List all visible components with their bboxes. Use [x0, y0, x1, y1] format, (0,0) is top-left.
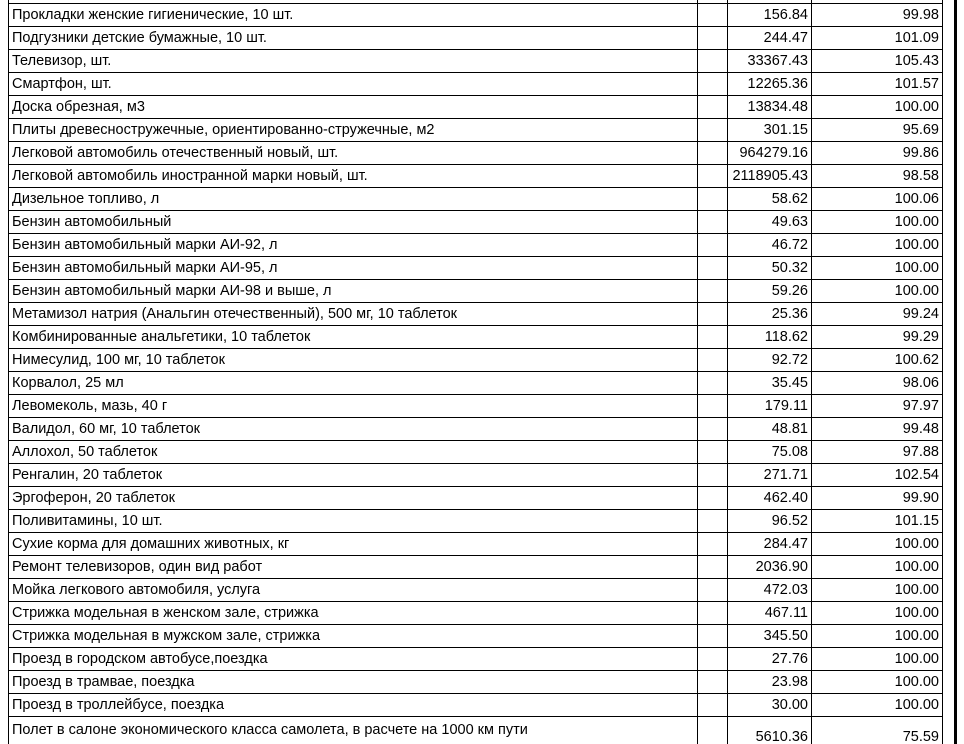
- product-name-cell: Подгузники детские бумажные, 10 шт.: [9, 27, 698, 50]
- index-value-cell: 100.06: [812, 188, 943, 211]
- table-row: [9, 257, 943, 280]
- table-row: [9, 211, 943, 234]
- product-name-cell: Аллохол, 50 таблеток: [9, 441, 698, 464]
- spacer-cell: [698, 625, 728, 648]
- spacer-cell: [698, 579, 728, 602]
- product-name-cell: Нимесулид, 100 мг, 10 таблеток: [9, 349, 698, 372]
- product-name-cell: Поливитамины, 10 шт.: [9, 510, 698, 533]
- price-value-cell: 33367.43: [728, 50, 812, 73]
- index-value-cell: 99.24: [812, 303, 943, 326]
- price-value-cell: 25.36: [728, 303, 812, 326]
- table-row: [9, 4, 943, 27]
- price-value-cell: 27.76: [728, 648, 812, 671]
- price-value-cell: 75.08: [728, 441, 812, 464]
- table-row: [9, 280, 943, 303]
- product-name-cell: Проезд в трамвае, поездка: [9, 671, 698, 694]
- table-body: [9, 0, 943, 744]
- product-name-cell: Прокладки женские гигиенические, 10 шт.: [9, 4, 698, 27]
- price-value-cell: 118.62: [728, 326, 812, 349]
- price-value-cell: 345.50: [728, 625, 812, 648]
- index-value-cell: 99.86: [812, 142, 943, 165]
- table-row: [9, 717, 943, 744]
- table-row: [9, 27, 943, 50]
- index-value-cell: 100.00: [812, 648, 943, 671]
- product-name-cell: Полет в салоне экономического класса самолета, в расчете на 1000 км пути: [9, 717, 698, 744]
- index-value-cell: 100.00: [812, 579, 943, 602]
- price-value-cell: 12265.36: [728, 73, 812, 96]
- index-value-cell: 100.62: [812, 349, 943, 372]
- price-value-cell: 23.98: [728, 671, 812, 694]
- price-value-cell: 2118905.43: [728, 165, 812, 188]
- product-name-cell: Корвалол, 25 мл: [9, 372, 698, 395]
- table-row: [9, 73, 943, 96]
- index-value-cell: 99.29: [812, 326, 943, 349]
- product-name-cell: Ремонт телевизоров, один вид работ: [9, 556, 698, 579]
- table-row: [9, 372, 943, 395]
- spacer-cell: [698, 234, 728, 257]
- index-value-cell: 100.00: [812, 694, 943, 717]
- index-value-cell: 100.00: [812, 556, 943, 579]
- spacer-cell: [698, 50, 728, 73]
- index-value-cell: 75.59: [812, 717, 943, 744]
- spacer-cell: [698, 165, 728, 188]
- table-row: [9, 441, 943, 464]
- table-row: [9, 602, 943, 625]
- index-value-cell: 98.58: [812, 165, 943, 188]
- spacer-cell: [698, 211, 728, 234]
- table-row: [9, 326, 943, 349]
- spacer-cell: [698, 602, 728, 625]
- product-name-cell: Проезд в городском автобусе,поездка: [9, 648, 698, 671]
- price-value-cell: 467.11: [728, 602, 812, 625]
- product-name-cell: Эргоферон, 20 таблеток: [9, 487, 698, 510]
- index-value-cell: 95.69: [812, 119, 943, 142]
- price-value-cell: 301.15: [728, 119, 812, 142]
- product-name-cell: Проезд в троллейбусе, поездка: [9, 694, 698, 717]
- table-row: [9, 671, 943, 694]
- table-row: [9, 464, 943, 487]
- table-row: [9, 349, 943, 372]
- spacer-cell: [698, 96, 728, 119]
- price-value-cell: 58.62: [728, 188, 812, 211]
- table-row: [9, 234, 943, 257]
- spacer-cell: [698, 27, 728, 50]
- product-name-cell: Бензин автомобильный марки АИ-92, л: [9, 234, 698, 257]
- spacer-cell: [698, 556, 728, 579]
- product-name-cell: Сухие корма для домашних животных, кг: [9, 533, 698, 556]
- index-value-cell: 100.00: [812, 211, 943, 234]
- price-value-cell: 59.26: [728, 280, 812, 303]
- spacer-cell: [698, 694, 728, 717]
- spacer-cell: [698, 648, 728, 671]
- price-value-cell: 13834.48: [728, 96, 812, 119]
- spacer-cell: [698, 142, 728, 165]
- price-value-cell: 2036.90: [728, 556, 812, 579]
- product-name-cell: Бензин автомобильный марки АИ-98 и выше, л: [9, 280, 698, 303]
- spacer-cell: [698, 717, 728, 744]
- price-value-cell: 271.71: [728, 464, 812, 487]
- table-row: [9, 625, 943, 648]
- index-value-cell: 100.00: [812, 280, 943, 303]
- spacer-cell: [698, 464, 728, 487]
- price-value-cell: 472.03: [728, 579, 812, 602]
- index-value-cell: 100.00: [812, 96, 943, 119]
- product-name-cell: Ренгалин, 20 таблеток: [9, 464, 698, 487]
- price-value-cell: 462.40: [728, 487, 812, 510]
- product-name-cell: Телевизор, шт.: [9, 50, 698, 73]
- spacer-cell: [698, 349, 728, 372]
- price-value-cell: 30.00: [728, 694, 812, 717]
- spacer-cell: [698, 418, 728, 441]
- index-value-cell: 100.00: [812, 671, 943, 694]
- price-value-cell: 46.72: [728, 234, 812, 257]
- window-right-border: [954, 0, 957, 744]
- index-value-cell: 99.98: [812, 4, 943, 27]
- table-row: [9, 142, 943, 165]
- product-name-cell: Комбинированные анальгетики, 10 таблеток: [9, 326, 698, 349]
- spacer-cell: [698, 441, 728, 464]
- index-value-cell: 97.97: [812, 395, 943, 418]
- table-row: [9, 510, 943, 533]
- product-name-cell: Плиты древесностружечные, ориентированно-стружечные, м2: [9, 119, 698, 142]
- spacer-cell: [698, 73, 728, 96]
- spacer-cell: [698, 533, 728, 556]
- index-value-cell: 100.00: [812, 234, 943, 257]
- spacer-cell: [698, 372, 728, 395]
- price-value-cell: 96.52: [728, 510, 812, 533]
- spacer-cell: [698, 510, 728, 533]
- spacer-cell: [698, 395, 728, 418]
- spacer-cell: [698, 4, 728, 27]
- product-name-cell: Стрижка модельная в женском зале, стрижка: [9, 602, 698, 625]
- price-value-cell: 179.11: [728, 395, 812, 418]
- spacer-cell: [698, 188, 728, 211]
- table-row: [9, 418, 943, 441]
- price-value-cell: 48.81: [728, 418, 812, 441]
- table-row: [9, 579, 943, 602]
- product-name-cell: Мойка легкового автомобиля, услуга: [9, 579, 698, 602]
- index-value-cell: 105.43: [812, 50, 943, 73]
- table-row: [9, 694, 943, 717]
- index-value-cell: 100.00: [812, 625, 943, 648]
- index-value-cell: 101.15: [812, 510, 943, 533]
- index-value-cell: 102.54: [812, 464, 943, 487]
- index-value-cell: 100.00: [812, 533, 943, 556]
- index-value-cell: 99.90: [812, 487, 943, 510]
- price-value-cell: 964279.16: [728, 142, 812, 165]
- spacer-cell: [698, 487, 728, 510]
- index-value-cell: 97.88: [812, 441, 943, 464]
- price-value-cell: 284.47: [728, 533, 812, 556]
- table-row: [9, 487, 943, 510]
- table-row: [9, 533, 943, 556]
- table-row: [9, 303, 943, 326]
- table-row: [9, 556, 943, 579]
- price-value-cell: 50.32: [728, 257, 812, 280]
- price-value-cell: 92.72: [728, 349, 812, 372]
- spacer-cell: [698, 119, 728, 142]
- price-value-cell: 156.84: [728, 4, 812, 27]
- table-row: [9, 188, 943, 211]
- index-value-cell: 101.57: [812, 73, 943, 96]
- spacer-cell: [698, 303, 728, 326]
- table-row: [9, 165, 943, 188]
- table-row: [9, 50, 943, 73]
- product-name-cell: Бензин автомобильный марки АИ-95, л: [9, 257, 698, 280]
- index-value-cell: 98.06: [812, 372, 943, 395]
- price-value-cell: 5610.36: [728, 717, 812, 744]
- product-name-cell: Левомеколь, мазь, 40 г: [9, 395, 698, 418]
- product-name-cell: Легковой автомобиль отечественный новый, шт.: [9, 142, 698, 165]
- spacer-cell: [698, 326, 728, 349]
- spacer-cell: [698, 671, 728, 694]
- index-value-cell: 100.00: [812, 257, 943, 280]
- spacer-cell: [698, 257, 728, 280]
- product-name-cell: Легковой автомобиль иностранной марки новый, шт.: [9, 165, 698, 188]
- product-name-cell: Бензин автомобильный: [9, 211, 698, 234]
- table-row: [9, 648, 943, 671]
- product-name-cell: Метамизол натрия (Анальгин отечественный), 500 мг, 10 таблеток: [9, 303, 698, 326]
- table-row: [9, 395, 943, 418]
- price-value-cell: 49.63: [728, 211, 812, 234]
- price-value-cell: 35.45: [728, 372, 812, 395]
- index-value-cell: 100.00: [812, 602, 943, 625]
- product-name-cell: Смартфон, шт.: [9, 73, 698, 96]
- spacer-cell: [698, 280, 728, 303]
- product-name-cell: Дизельное топливо, л: [9, 188, 698, 211]
- price-table: [8, 0, 943, 744]
- product-name-cell: Доска обрезная, м3: [9, 96, 698, 119]
- price-value-cell: 244.47: [728, 27, 812, 50]
- index-value-cell: 101.09: [812, 27, 943, 50]
- index-value-cell: 99.48: [812, 418, 943, 441]
- product-name-cell: Стрижка модельная в мужском зале, стрижка: [9, 625, 698, 648]
- table-row: [9, 119, 943, 142]
- table-row: [9, 96, 943, 119]
- product-name-cell: Валидол, 60 мг, 10 таблеток: [9, 418, 698, 441]
